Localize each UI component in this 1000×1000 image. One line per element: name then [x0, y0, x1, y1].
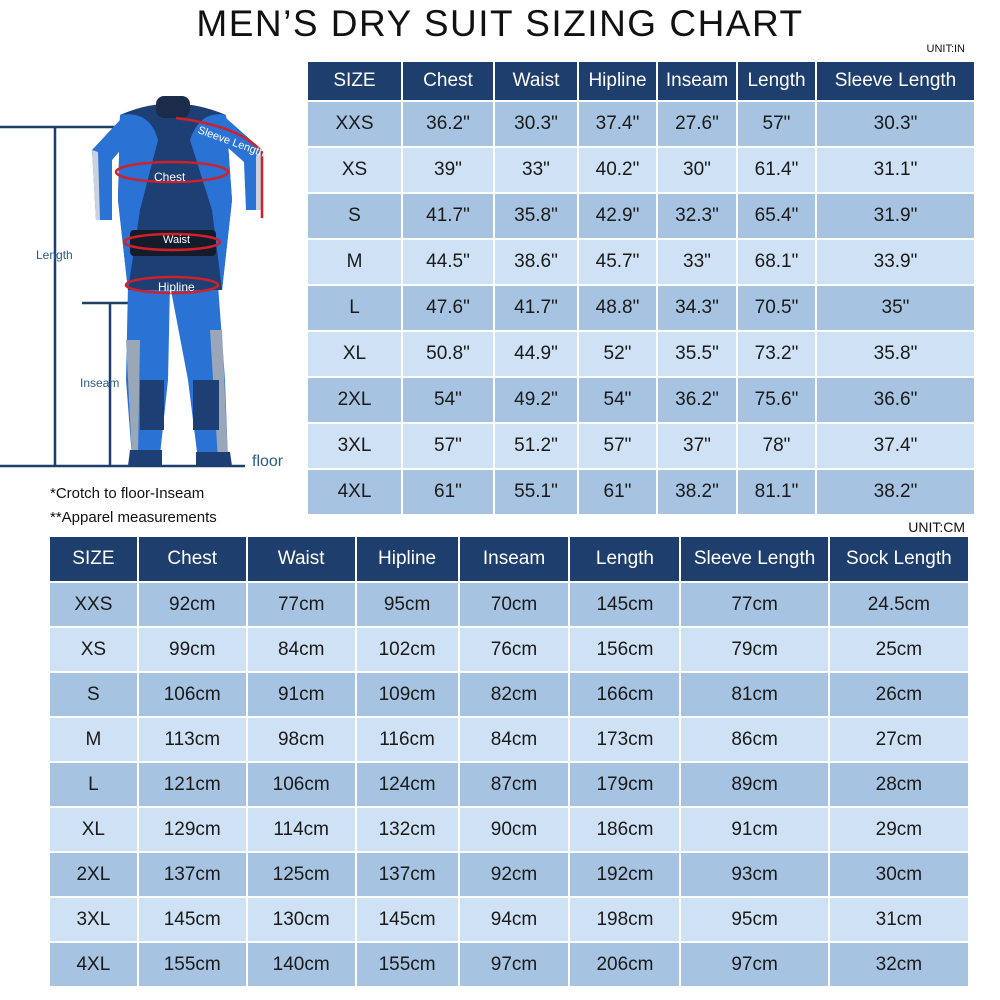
- value-cell: 130cm: [248, 898, 355, 941]
- value-cell: 79cm: [681, 628, 827, 671]
- value-cell: 61.4": [738, 148, 815, 192]
- value-cell: 35": [817, 286, 974, 330]
- value-cell: 206cm: [570, 943, 679, 986]
- table-row: [50, 673, 968, 716]
- size-cell: L: [308, 286, 401, 330]
- value-cell: 129cm: [139, 808, 246, 851]
- size-cell: 4XL: [50, 943, 137, 986]
- value-cell: 97cm: [681, 943, 827, 986]
- value-cell: 31.9": [817, 194, 974, 238]
- value-cell: 192cm: [570, 853, 679, 896]
- value-cell: 27cm: [830, 718, 968, 761]
- value-cell: 106cm: [139, 673, 246, 716]
- table-row: [308, 148, 974, 192]
- table-row: [50, 943, 968, 986]
- value-cell: 61": [579, 470, 656, 514]
- value-cell: 36.6": [817, 378, 974, 422]
- value-cell: 52": [579, 332, 656, 376]
- value-cell: 36.2": [658, 378, 736, 422]
- value-cell: 39": [403, 148, 493, 192]
- value-cell: 33": [658, 240, 736, 284]
- value-cell: 95cm: [357, 583, 458, 626]
- value-cell: 45.7": [579, 240, 656, 284]
- size-cell: XS: [50, 628, 137, 671]
- sleeve-length-label: Sleeve Length: [196, 124, 267, 160]
- value-cell: 57": [738, 102, 815, 146]
- value-cell: 145cm: [570, 583, 679, 626]
- value-cell: 82cm: [460, 673, 569, 716]
- value-cell: 106cm: [248, 763, 355, 806]
- value-cell: 155cm: [139, 943, 246, 986]
- suit-neck-collar: [156, 96, 190, 118]
- value-cell: 90cm: [460, 808, 569, 851]
- table-row: [50, 853, 968, 896]
- value-cell: 78": [738, 424, 815, 468]
- value-cell: 86cm: [681, 718, 827, 761]
- value-cell: 35.5": [658, 332, 736, 376]
- value-cell: 140cm: [248, 943, 355, 986]
- value-cell: 33.9": [817, 240, 974, 284]
- column-header: SIZE: [308, 62, 401, 100]
- value-cell: 29cm: [830, 808, 968, 851]
- value-cell: 38.2": [658, 470, 736, 514]
- table-row: [308, 240, 974, 284]
- value-cell: 40.2": [579, 148, 656, 192]
- value-cell: 32.3": [658, 194, 736, 238]
- column-header: Sleeve Length: [681, 537, 827, 581]
- value-cell: 24.5cm: [830, 583, 968, 626]
- value-cell: 25cm: [830, 628, 968, 671]
- value-cell: 81cm: [681, 673, 827, 716]
- value-cell: 33": [495, 148, 577, 192]
- unit-label-cm: UNIT:CM: [908, 519, 965, 535]
- value-cell: 42.9": [579, 194, 656, 238]
- value-cell: 35.8": [495, 194, 577, 238]
- waist-label: Waist: [163, 234, 191, 246]
- note-apparel: **Apparel measurements: [50, 509, 217, 526]
- value-cell: 145cm: [139, 898, 246, 941]
- value-cell: 92cm: [460, 853, 569, 896]
- size-cell: 2XL: [308, 378, 401, 422]
- table-row: [308, 102, 974, 146]
- value-cell: 49.2": [495, 378, 577, 422]
- column-header: SIZE: [50, 537, 137, 581]
- size-cell: M: [50, 718, 137, 761]
- value-cell: 54": [403, 378, 493, 422]
- table-row: [308, 286, 974, 330]
- value-cell: 65.4": [738, 194, 815, 238]
- size-table-cm: [48, 535, 970, 988]
- value-cell: 132cm: [357, 808, 458, 851]
- table-row: [50, 763, 968, 806]
- value-cell: 125cm: [248, 853, 355, 896]
- value-cell: 38.6": [495, 240, 577, 284]
- value-cell: 91cm: [248, 673, 355, 716]
- value-cell: 98cm: [248, 718, 355, 761]
- value-cell: 41.7": [495, 286, 577, 330]
- value-cell: 84cm: [248, 628, 355, 671]
- value-cell: 124cm: [357, 763, 458, 806]
- column-header: Hipline: [579, 62, 656, 100]
- table-row: [50, 898, 968, 941]
- value-cell: 57": [403, 424, 493, 468]
- size-table-inches: [306, 60, 976, 516]
- floor-label: floor: [252, 453, 284, 470]
- value-cell: 38.2": [817, 470, 974, 514]
- value-cell: 70.5": [738, 286, 815, 330]
- column-header: Chest: [139, 537, 246, 581]
- value-cell: 32cm: [830, 943, 968, 986]
- value-cell: 84cm: [460, 718, 569, 761]
- table-row: [308, 378, 974, 422]
- size-cell: XXS: [308, 102, 401, 146]
- suit-right-foot: [196, 452, 232, 466]
- value-cell: 81.1": [738, 470, 815, 514]
- value-cell: 31.1": [817, 148, 974, 192]
- length-label: Length: [36, 248, 73, 262]
- table-row: [50, 718, 968, 761]
- value-cell: 68.1": [738, 240, 815, 284]
- value-cell: 116cm: [357, 718, 458, 761]
- unit-label-inches: UNIT:IN: [926, 43, 965, 55]
- value-cell: 76cm: [460, 628, 569, 671]
- size-cell: XXS: [50, 583, 137, 626]
- value-cell: 114cm: [248, 808, 355, 851]
- value-cell: 137cm: [357, 853, 458, 896]
- value-cell: 37": [658, 424, 736, 468]
- note-crotch: *Crotch to floor-Inseam: [50, 485, 205, 502]
- size-cell: M: [308, 240, 401, 284]
- value-cell: 30.3": [495, 102, 577, 146]
- value-cell: 36.2": [403, 102, 493, 146]
- value-cell: 27.6": [658, 102, 736, 146]
- value-cell: 37.4": [817, 424, 974, 468]
- value-cell: 77cm: [681, 583, 827, 626]
- size-cell: S: [50, 673, 137, 716]
- value-cell: 113cm: [139, 718, 246, 761]
- value-cell: 179cm: [570, 763, 679, 806]
- value-cell: 198cm: [570, 898, 679, 941]
- value-cell: 70cm: [460, 583, 569, 626]
- size-cell: 4XL: [308, 470, 401, 514]
- value-cell: 75.6": [738, 378, 815, 422]
- size-cell: 2XL: [50, 853, 137, 896]
- column-header: Hipline: [357, 537, 458, 581]
- table-row: [50, 808, 968, 851]
- value-cell: 93cm: [681, 853, 827, 896]
- table-header-row: [50, 537, 968, 581]
- column-header: Length: [570, 537, 679, 581]
- suit-left-foot: [128, 450, 162, 466]
- notes: [50, 482, 217, 530]
- size-cell: 3XL: [50, 898, 137, 941]
- value-cell: 34.3": [658, 286, 736, 330]
- hipline-label: Hipline: [158, 280, 195, 294]
- dry-suit-illustration: [0, 80, 300, 480]
- value-cell: 73.2": [738, 332, 815, 376]
- column-header: Length: [738, 62, 815, 100]
- size-cell: L: [50, 763, 137, 806]
- column-header: Sleeve Length: [817, 62, 974, 100]
- value-cell: 173cm: [570, 718, 679, 761]
- inseam-label: Inseam: [80, 376, 120, 390]
- value-cell: 26cm: [830, 673, 968, 716]
- size-cell: S: [308, 194, 401, 238]
- value-cell: 99cm: [139, 628, 246, 671]
- value-cell: 31cm: [830, 898, 968, 941]
- table-row: [308, 332, 974, 376]
- value-cell: 44.5": [403, 240, 493, 284]
- size-cell: XS: [308, 148, 401, 192]
- value-cell: 155cm: [357, 943, 458, 986]
- value-cell: 28cm: [830, 763, 968, 806]
- value-cell: 51.2": [495, 424, 577, 468]
- value-cell: 156cm: [570, 628, 679, 671]
- table-row: [308, 194, 974, 238]
- value-cell: 166cm: [570, 673, 679, 716]
- column-header: Sock Length: [830, 537, 968, 581]
- value-cell: 57": [579, 424, 656, 468]
- value-cell: 145cm: [357, 898, 458, 941]
- column-header: Inseam: [658, 62, 736, 100]
- table-row: [50, 583, 968, 626]
- value-cell: 137cm: [139, 853, 246, 896]
- column-header: Waist: [248, 537, 355, 581]
- value-cell: 186cm: [570, 808, 679, 851]
- table-body: [308, 102, 974, 514]
- table-body: [50, 583, 968, 986]
- value-cell: 77cm: [248, 583, 355, 626]
- value-cell: 54": [579, 378, 656, 422]
- value-cell: 37.4": [579, 102, 656, 146]
- value-cell: 44.9": [495, 332, 577, 376]
- value-cell: 30cm: [830, 853, 968, 896]
- size-cell: XL: [308, 332, 401, 376]
- value-cell: 92cm: [139, 583, 246, 626]
- value-cell: 55.1": [495, 470, 577, 514]
- column-header: Waist: [495, 62, 577, 100]
- value-cell: 47.6": [403, 286, 493, 330]
- value-cell: 87cm: [460, 763, 569, 806]
- value-cell: 30": [658, 148, 736, 192]
- value-cell: 61": [403, 470, 493, 514]
- value-cell: 30.3": [817, 102, 974, 146]
- chest-label: Chest: [154, 170, 186, 184]
- value-cell: 102cm: [357, 628, 458, 671]
- chart-title: MEN’S DRY SUIT SIZING CHART: [196, 3, 804, 44]
- table-row: [308, 470, 974, 514]
- column-header: Chest: [403, 62, 493, 100]
- value-cell: 109cm: [357, 673, 458, 716]
- value-cell: 97cm: [460, 943, 569, 986]
- value-cell: 50.8": [403, 332, 493, 376]
- table-row: [50, 628, 968, 671]
- value-cell: 48.8": [579, 286, 656, 330]
- value-cell: 94cm: [460, 898, 569, 941]
- table-row: [308, 424, 974, 468]
- table-header-row: [308, 62, 974, 100]
- size-cell: XL: [50, 808, 137, 851]
- value-cell: 41.7": [403, 194, 493, 238]
- value-cell: 91cm: [681, 808, 827, 851]
- value-cell: 95cm: [681, 898, 827, 941]
- value-cell: 89cm: [681, 763, 827, 806]
- value-cell: 121cm: [139, 763, 246, 806]
- value-cell: 35.8": [817, 332, 974, 376]
- size-cell: 3XL: [308, 424, 401, 468]
- column-header: Inseam: [460, 537, 569, 581]
